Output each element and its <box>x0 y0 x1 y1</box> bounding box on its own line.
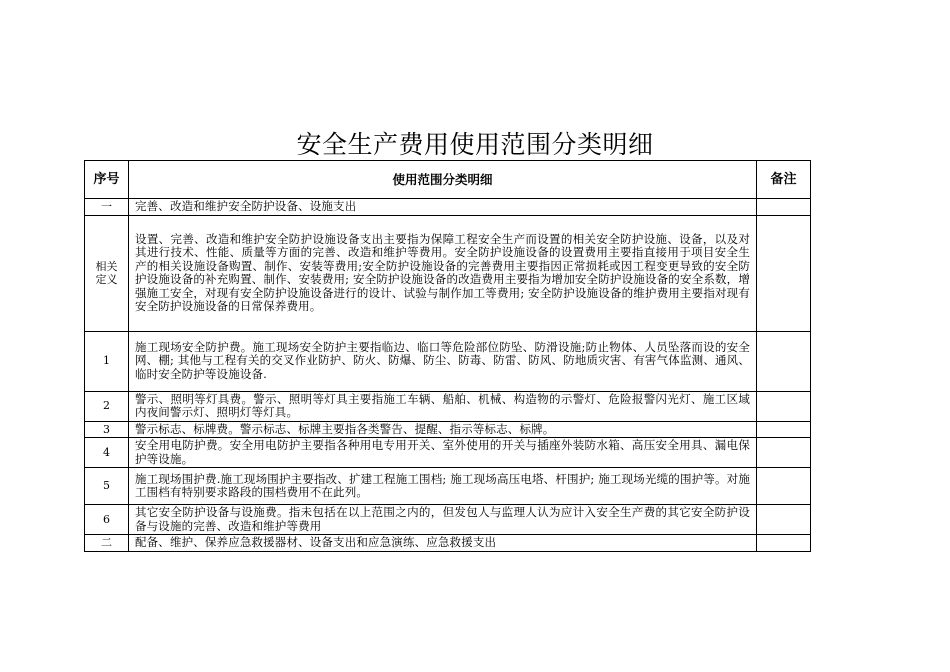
table-row <box>85 391 811 421</box>
table-row <box>85 331 811 391</box>
row-scope-text: 配备、维护、保养应急救援器材、设备支出和应急演练、应急救援支出 <box>129 535 757 552</box>
scope-table <box>84 160 811 552</box>
row-remark <box>757 535 811 552</box>
row-remark <box>757 421 811 438</box>
header-serial-number: 序号 <box>85 161 129 199</box>
row-number: 4 <box>85 438 129 468</box>
header-remark: 备注 <box>757 161 811 199</box>
row-number: 1 <box>85 331 129 391</box>
table-row <box>85 438 811 468</box>
table-row <box>85 199 811 216</box>
page-title: 安全生产费用使用范围分类明细 <box>296 130 654 159</box>
row-number: 2 <box>85 391 129 421</box>
row-scope-text: 施工现场安全防护费。施工现场安全防护主要指临边、临口等危险部位防坠、防滑设施;防止物体、人员坠落而设的安全网、棚; 其他与工程有关的交叉作业防护、防火、防爆、防尘、防毒、防雷、防风、防地质灾害、有害气体监测、通风、临时安全防护等设施设备. <box>129 331 757 391</box>
row-scope-text: 完善、改造和维护安全防护设备、设施支出 <box>129 199 757 216</box>
row-number: 相关定义 <box>85 215 129 331</box>
row-scope-text: 其它安全防护设备与设施费。指未包括在以上范围之内的，但发包人与监理人认为应计入安全生产费的其它安全防护设备与设施的完善、改造和维护等费用 <box>129 505 757 535</box>
row-scope-text: 设置、完善、改造和维护安全防护设施设备支出主要指为保障工程安全生产而设置的相关安全防护设施、设备，以及对其进行技术、性能、质量等方面的完善、改造和维护等费用。安全防护设施设备的设置费用主要指直接用于项目安全生产的相关设施设备购置、制作、安装等费用;安全防护设施设备的完善费用主要指因正常损耗或因工程变更导致的安全防护设施设备的补充购置、制作、安装费用; 安全防护设施设备的改造费用主要指为增加安全防护设施设备的安全系数，增强施工安全，对现有安全防护设施设备进行的设计、试验与制作加工等费用; 安全防护设施设备的维护费用主要指对现有安全防护设施设备的日常保养费用。 <box>129 215 757 331</box>
row-number: 二 <box>85 535 129 552</box>
row-remark <box>757 331 811 391</box>
row-remark <box>757 438 811 468</box>
table-row <box>85 468 811 505</box>
row-scope-text: 警示、照明等灯具费。警示、照明等灯具主要指施工车辆、船舶、机械、构造物的示警灯、危险报警闪光灯、施工区域内夜间警示灯、照明灯等灯具。 <box>129 391 757 421</box>
table-header-row <box>85 161 811 199</box>
row-scope-text: 安全用电防护费。安全用电防护主要指各种用电专用开关、室外使用的开关与插座外装防水箱、高压安全用具、漏电保护等设施。 <box>129 438 757 468</box>
row-scope-text: 施工现场围护费.施工现场围护主要指改、扩建工程施工围档; 施工现场高压电塔、杆围护; 施工现场光缆的围护等。对施工围档有特别要求路段的围档费用不在此列。 <box>129 468 757 505</box>
row-number: 一 <box>85 199 129 216</box>
row-remark <box>757 391 811 421</box>
header-scope: 使用范围分类明细 <box>129 161 757 199</box>
row-scope-text: 警示标志、标牌费。警示标志、标牌主要指各类警告、提醒、指示等标志、标牌。 <box>129 421 757 438</box>
table-row <box>85 215 811 331</box>
row-number: 3 <box>85 421 129 438</box>
row-remark <box>757 505 811 535</box>
row-remark <box>757 215 811 331</box>
table-row <box>85 421 811 438</box>
row-number: 6 <box>85 505 129 535</box>
table-row <box>85 535 811 552</box>
row-number: 5 <box>85 468 129 505</box>
row-remark <box>757 199 811 216</box>
row-remark <box>757 468 811 505</box>
table-row <box>85 505 811 535</box>
